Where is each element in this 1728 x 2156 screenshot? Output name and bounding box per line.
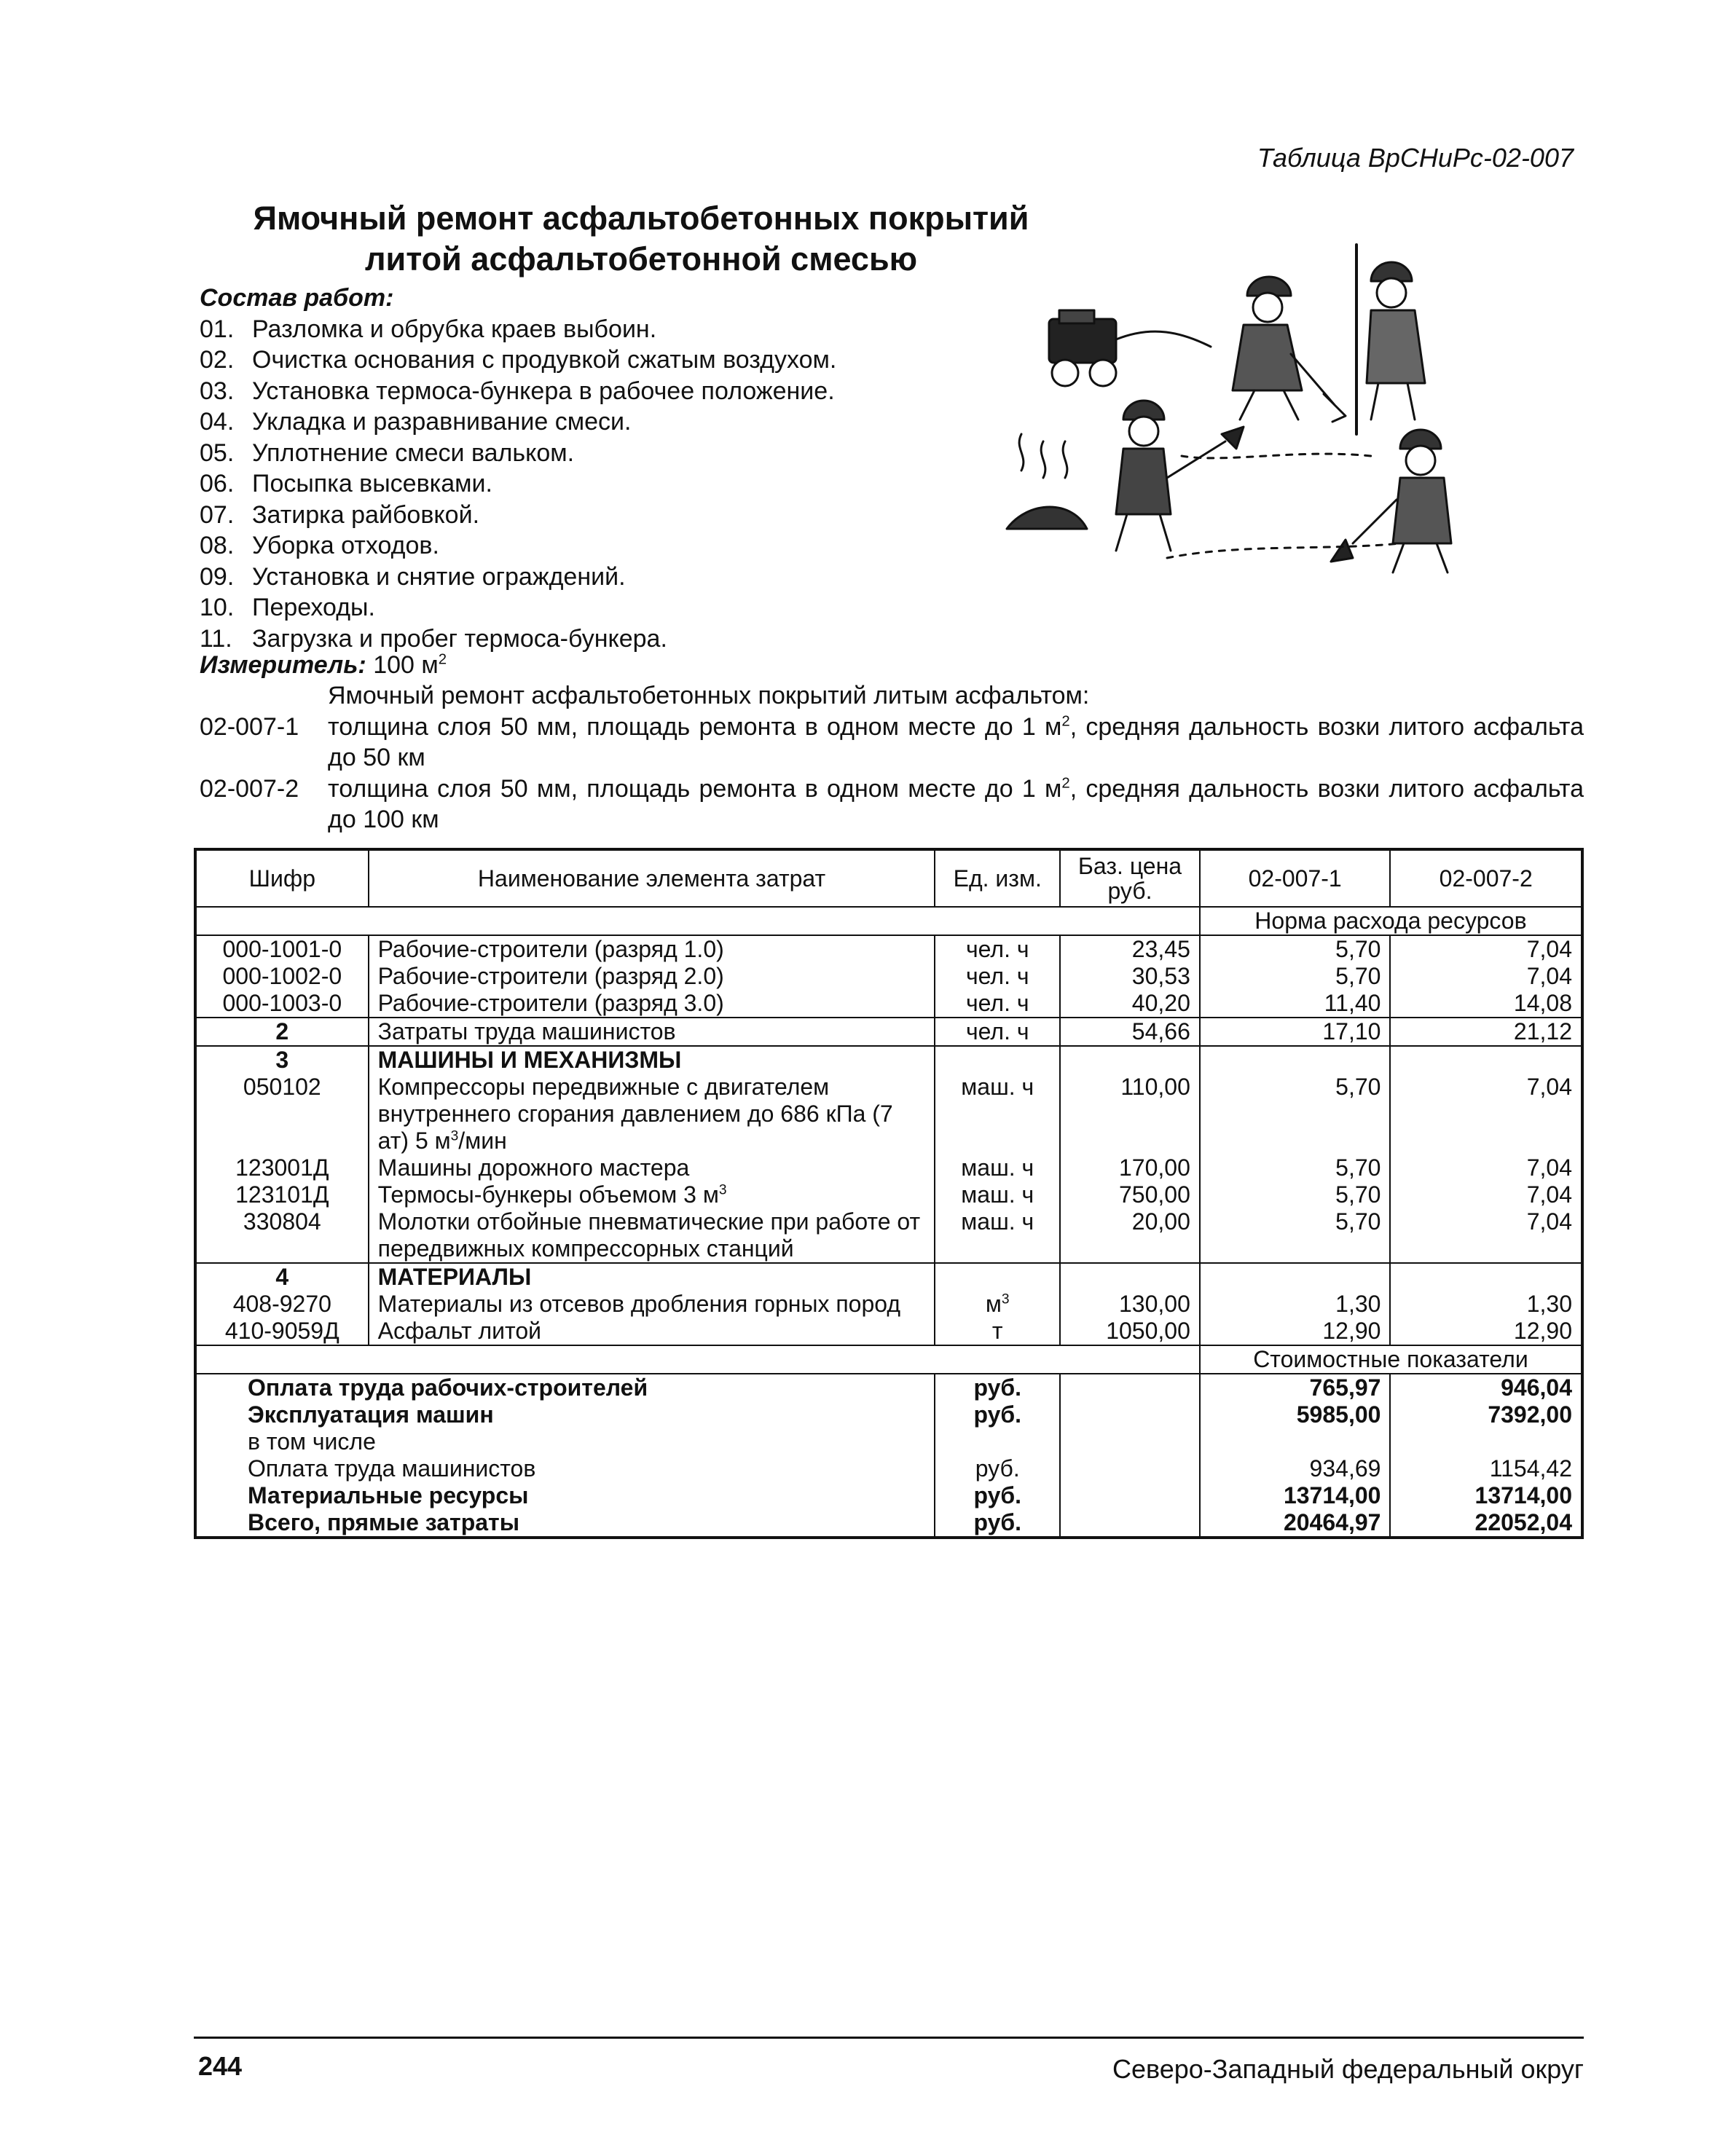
cell-name: Рабочие-строители (разряд 1.0) bbox=[369, 935, 935, 963]
cell-price: 30,53 bbox=[1060, 963, 1200, 990]
norm-band-row bbox=[195, 907, 1582, 935]
cell-code: 000-1002-0 bbox=[195, 963, 369, 990]
work-item-number: 03. bbox=[200, 377, 235, 405]
header-unit: Ед. изм. bbox=[935, 849, 1060, 907]
title-line-1: Ямочный ремонт асфальтобетонных покрытий bbox=[253, 200, 1029, 237]
summary-unit: руб. bbox=[935, 1482, 1060, 1509]
table-row bbox=[195, 1181, 1582, 1208]
document-title bbox=[189, 198, 1093, 280]
work-item-text: Установка и снятие ограждений. bbox=[252, 562, 626, 591]
summary-variant-1: 5985,00 bbox=[1200, 1401, 1391, 1428]
summary-name: Эксплуатация машин bbox=[195, 1401, 935, 1428]
work-item-number: 01. bbox=[200, 315, 235, 343]
table-row bbox=[195, 1074, 1582, 1154]
work-item-number: 11. bbox=[200, 624, 232, 653]
cell-name: МАТЕРИАЛЫ bbox=[369, 1263, 935, 1291]
summary-variant-2: 13714,00 bbox=[1390, 1482, 1582, 1509]
work-item bbox=[200, 530, 836, 562]
summary-variant-1: 765,97 bbox=[1200, 1374, 1391, 1401]
section-row-materials bbox=[195, 1263, 1582, 1291]
works-composition bbox=[200, 283, 836, 654]
cell-variant-2: 1,30 bbox=[1390, 1291, 1582, 1318]
worker-crowbar-drawing bbox=[1356, 245, 1425, 434]
cell-price: 23,45 bbox=[1060, 935, 1200, 963]
works-heading: Состав работ: bbox=[200, 284, 394, 312]
cell-price: 130,00 bbox=[1060, 1291, 1200, 1318]
table-row bbox=[195, 990, 1582, 1018]
cell-variant-1: 5,70 bbox=[1200, 935, 1391, 963]
worker-broom-drawing bbox=[1233, 277, 1346, 422]
footer-divider bbox=[194, 2037, 1584, 2039]
summary-unit: руб. bbox=[935, 1509, 1060, 1538]
summary-row bbox=[195, 1428, 1582, 1455]
summary-row bbox=[195, 1401, 1582, 1428]
summary-name: в том числе bbox=[195, 1428, 935, 1455]
summary-variant-1: 20464,97 bbox=[1200, 1509, 1391, 1538]
cell-variant-2: 7,04 bbox=[1390, 1074, 1582, 1154]
work-item-text: Установка термоса-бункера в рабочее положение. bbox=[252, 377, 835, 405]
work-item-number: 02. bbox=[200, 346, 235, 374]
cell-unit: чел. ч bbox=[935, 935, 1060, 963]
road-workers-illustration bbox=[992, 237, 1473, 594]
cell-variant-1: 1,30 bbox=[1200, 1291, 1391, 1318]
summary-variant-1 bbox=[1200, 1428, 1391, 1455]
header-price: Баз. цена руб. bbox=[1060, 849, 1200, 907]
work-item-number: 04. bbox=[200, 408, 235, 436]
cell-name: Асфальт литой bbox=[369, 1318, 935, 1345]
table-row bbox=[195, 935, 1582, 963]
summary-variant-1: 934,69 bbox=[1200, 1455, 1391, 1482]
cell-code: 330804 bbox=[195, 1208, 369, 1263]
cell-price: 54,66 bbox=[1060, 1018, 1200, 1046]
summary-name: Материальные ресурсы bbox=[195, 1482, 935, 1509]
cell-name: МАШИНЫ И МЕХАНИЗМЫ bbox=[369, 1046, 935, 1074]
cell-price: 110,00 bbox=[1060, 1074, 1200, 1154]
variant-text: толщина слоя 50 мм, площадь ремонта в одном месте до 1 $м^2$, средняя дальность возки литого асфальта до 100 км bbox=[328, 774, 1584, 833]
footer-region: Северо-Западный федеральный округ bbox=[1112, 2054, 1584, 2084]
title-line-2: литой асфальтобетонной смесью bbox=[364, 240, 918, 278]
table-reference: Таблица ВрСНиРс-02-007 bbox=[1257, 143, 1574, 173]
work-item-text: Загрузка и пробег термоса-бункера. bbox=[252, 624, 667, 653]
work-item-text: Очистка основания с продувкой сжатым воздухом. bbox=[252, 346, 837, 374]
cell-unit: т bbox=[935, 1318, 1060, 1345]
summary-unit: руб. bbox=[935, 1455, 1060, 1482]
cell-variant-1: 5,70 bbox=[1200, 1181, 1391, 1208]
variant-text: толщина слоя 50 мм, площадь ремонта в одном месте до 1 $м^2$, средняя дальность возки литого асфальта до 50 км bbox=[328, 712, 1584, 771]
measure-unit bbox=[200, 651, 447, 680]
cell-code: 123001Д bbox=[195, 1154, 369, 1181]
variants-block bbox=[200, 680, 1584, 835]
cell-code: 000-1003-0 bbox=[195, 990, 369, 1018]
cell-unit: маш. ч bbox=[935, 1181, 1060, 1208]
work-item-text: Уборка отходов. bbox=[252, 532, 439, 559]
compressor-drawing bbox=[1049, 310, 1211, 386]
worker-shovel-left-drawing bbox=[1116, 401, 1244, 551]
cell-code: 2 bbox=[195, 1018, 369, 1046]
work-item-text: Укладка и разравнивание смеси. bbox=[252, 408, 632, 436]
variant-code: 02-007-2 bbox=[200, 774, 299, 803]
cell-price: 750,00 bbox=[1060, 1181, 1200, 1208]
cost-band-row bbox=[195, 1345, 1582, 1374]
cell-variant-2: 7,04 bbox=[1390, 1208, 1582, 1263]
work-item-number: 10. bbox=[200, 594, 235, 621]
table-row bbox=[195, 963, 1582, 990]
cell-name: Машины дорожного мастера bbox=[369, 1154, 935, 1181]
cell-variant-1: 12,90 bbox=[1200, 1318, 1391, 1345]
cost-band-label: Стоимостные показатели bbox=[1200, 1345, 1582, 1374]
measure-label: Измеритель: bbox=[200, 651, 366, 679]
summary-variant-1: 13714,00 bbox=[1200, 1482, 1391, 1509]
work-item-text: Уплотнение смеси вальком. bbox=[252, 438, 575, 467]
cell-unit: маш. ч bbox=[935, 1074, 1060, 1154]
work-item-text: Разломка и обрубка краев выбоин. bbox=[252, 315, 657, 343]
cell-variant-2: 7,04 bbox=[1390, 935, 1582, 963]
cell-price: 20,00 bbox=[1060, 1208, 1200, 1263]
summary-row bbox=[195, 1509, 1582, 1538]
cell-variant-1: 5,70 bbox=[1200, 1074, 1391, 1154]
cell-variant-2: 7,04 bbox=[1390, 1154, 1582, 1181]
worker-shovel-right-drawing bbox=[1331, 430, 1451, 573]
summary-unit: руб. bbox=[935, 1374, 1060, 1401]
summary-variant-2: 7392,00 bbox=[1390, 1401, 1582, 1428]
cell-variant-1: 11,40 bbox=[1200, 990, 1391, 1018]
variant-code: 02-007-1 bbox=[200, 712, 299, 741]
variant-row bbox=[200, 712, 1584, 774]
summary-variant-2: 946,04 bbox=[1390, 1374, 1582, 1401]
work-item-number: 08. bbox=[200, 532, 235, 559]
table-row bbox=[195, 1208, 1582, 1263]
summary-unit: руб. bbox=[935, 1401, 1060, 1428]
header-code: Шифр bbox=[195, 849, 369, 907]
cell-name: Рабочие-строители (разряд 3.0) bbox=[369, 990, 935, 1018]
work-item bbox=[200, 592, 836, 623]
cell-variant-2: 14,08 bbox=[1390, 990, 1582, 1018]
cell-price: 1050,00 bbox=[1060, 1318, 1200, 1345]
cell-name: Молотки отбойные пневматические при работе от передвижных компрессорных станций bbox=[369, 1208, 935, 1263]
work-item bbox=[200, 562, 836, 593]
table-row bbox=[195, 1291, 1582, 1318]
measure-value: 100 м bbox=[373, 651, 439, 679]
cell-name: Материалы из отсевов дробления горных пород bbox=[369, 1291, 935, 1318]
summary-name: Оплата труда машинистов bbox=[195, 1455, 935, 1482]
cell-code: 050102 bbox=[195, 1074, 369, 1154]
work-item-text: Затирка райбовкой. bbox=[252, 500, 480, 529]
page-number: 244 bbox=[198, 2051, 243, 2081]
cell-price: 40,20 bbox=[1060, 990, 1200, 1018]
header-name: Наименование элемента затрат bbox=[369, 849, 935, 907]
work-item-number: 05. bbox=[200, 438, 235, 467]
cell-variant-2: 7,04 bbox=[1390, 963, 1582, 990]
work-item bbox=[200, 345, 836, 376]
summary-row bbox=[195, 1374, 1582, 1401]
cell-code: 3 bbox=[195, 1046, 369, 1074]
asphalt-pile-drawing bbox=[1007, 434, 1087, 529]
cell-variant-1: 17,10 bbox=[1200, 1018, 1391, 1046]
table-header-row bbox=[195, 849, 1582, 907]
summary-name: Всего, прямые затраты bbox=[195, 1509, 935, 1538]
cost-table bbox=[194, 848, 1584, 1539]
summary-row bbox=[195, 1482, 1582, 1509]
variant-row bbox=[200, 774, 1584, 835]
cell-variant-2: 7,04 bbox=[1390, 1181, 1582, 1208]
table-row bbox=[195, 1318, 1582, 1345]
cell-code: 408-9270 bbox=[195, 1291, 369, 1318]
work-item-number: 07. bbox=[200, 500, 235, 529]
header-variant-2: 02-007-2 bbox=[1390, 849, 1582, 907]
cell-variant-1: 5,70 bbox=[1200, 1154, 1391, 1181]
norm-band-label: Норма расхода ресурсов bbox=[1200, 907, 1582, 935]
cell-unit: $м^3$ bbox=[935, 1291, 1060, 1318]
variants-intro: Ямочный ремонт асфальтобетонных покрытий литым асфальтом: bbox=[328, 682, 1090, 709]
summary-row bbox=[195, 1455, 1582, 1482]
cell-code: 123101Д bbox=[195, 1181, 369, 1208]
work-item bbox=[200, 623, 836, 655]
cell-unit: маш. ч bbox=[935, 1208, 1060, 1263]
cell-code: 4 bbox=[195, 1263, 369, 1291]
cell-name: Рабочие-строители (разряд 2.0) bbox=[369, 963, 935, 990]
cell-unit: чел. ч bbox=[935, 1018, 1060, 1046]
summary-unit bbox=[935, 1428, 1060, 1455]
cell-name: Затраты труда машинистов bbox=[369, 1018, 935, 1046]
cell-code: 410-9059Д bbox=[195, 1318, 369, 1345]
work-item bbox=[200, 406, 836, 438]
summary-name: Оплата труда рабочих-строителей bbox=[195, 1374, 935, 1401]
cell-price: 170,00 bbox=[1060, 1154, 1200, 1181]
work-item bbox=[200, 468, 836, 500]
section-row-machines bbox=[195, 1046, 1582, 1074]
work-item-number: 09. bbox=[200, 562, 235, 591]
work-item-text: Переходы. bbox=[252, 594, 375, 621]
cell-variant-1: 5,70 bbox=[1200, 1208, 1391, 1263]
work-item bbox=[200, 438, 836, 469]
cell-variant-2: 12,90 bbox=[1390, 1318, 1582, 1345]
work-item-number: 06. bbox=[200, 470, 235, 497]
work-item-text: Посыпка высевками. bbox=[252, 470, 492, 497]
cell-variant-1: 5,70 bbox=[1200, 963, 1391, 990]
cell-unit: чел. ч bbox=[935, 990, 1060, 1018]
summary-variant-2 bbox=[1390, 1428, 1582, 1455]
table-row bbox=[195, 1018, 1582, 1046]
cell-variant-2: 21,12 bbox=[1390, 1018, 1582, 1046]
cell-unit: маш. ч bbox=[935, 1154, 1060, 1181]
cell-name: Термосы-бункеры объемом 3 $м^3$ bbox=[369, 1181, 935, 1208]
cell-code: 000-1001-0 bbox=[195, 935, 369, 963]
measure-sup: 2 bbox=[438, 651, 447, 668]
summary-variant-2: 1154,42 bbox=[1390, 1455, 1582, 1482]
work-item bbox=[200, 314, 836, 345]
table-row bbox=[195, 1154, 1582, 1181]
work-item bbox=[200, 500, 836, 531]
summary-variant-2: 22052,04 bbox=[1390, 1509, 1582, 1538]
work-item bbox=[200, 376, 836, 407]
cell-name: Компрессоры передвижные с двигателем внутреннего сгорания давлением до 686 кПа (7 ат) 5 $м^3$/мин bbox=[369, 1074, 935, 1154]
cell-unit: чел. ч bbox=[935, 963, 1060, 990]
header-variant-1: 02-007-1 bbox=[1200, 849, 1391, 907]
